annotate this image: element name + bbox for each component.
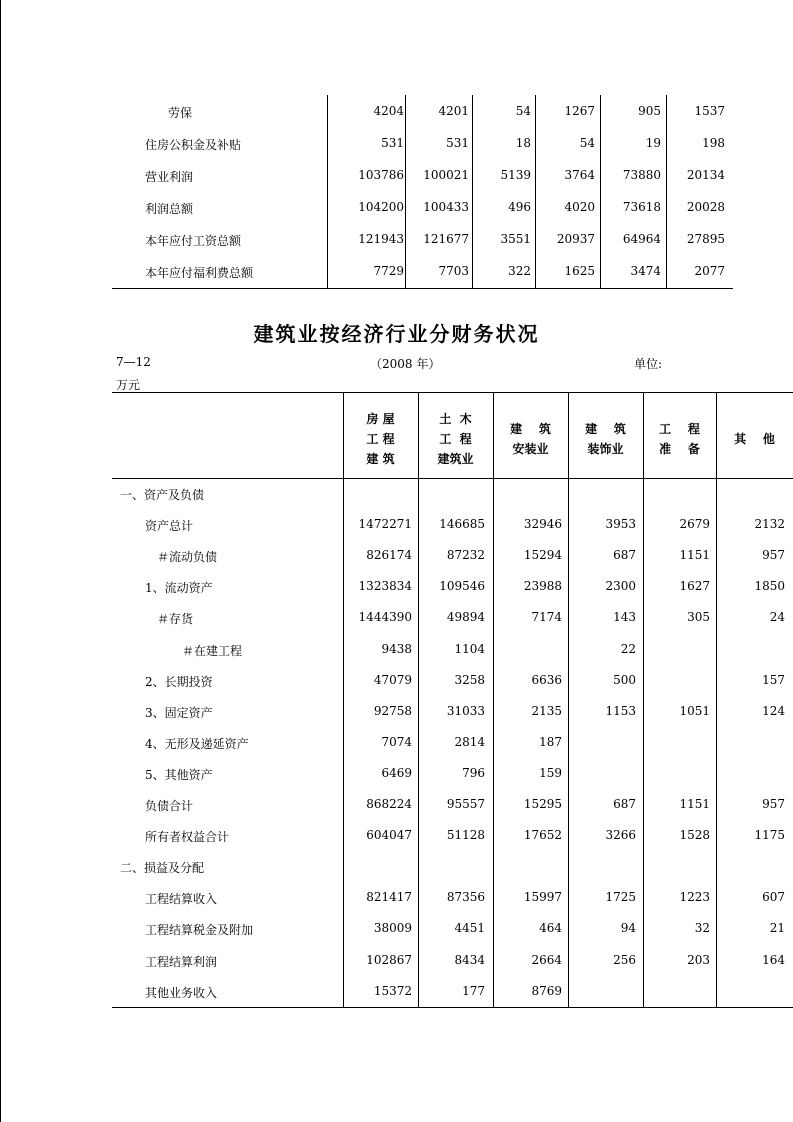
cell-value: 15372 — [373, 983, 412, 998]
cell-value: 121677 — [423, 232, 469, 246]
cell-value: 500 — [613, 672, 636, 687]
row-label: 其他业务收入 — [145, 985, 218, 1000]
cell-value: 164 — [762, 952, 785, 967]
cell-value: 102867 — [366, 952, 412, 967]
row-label: 工程结算利润 — [145, 954, 218, 969]
table-title: 建筑业按经济行业分财务状况 — [253, 322, 540, 346]
cell-value: 159 — [539, 765, 562, 780]
continued-table-bottom-rule — [112, 288, 733, 289]
table-top-rule — [112, 392, 793, 393]
column-header — [643, 402, 716, 476]
cell-value: 2814 — [454, 734, 485, 749]
column-header-line: 建 筑 — [585, 422, 626, 436]
cell-value: 531 — [446, 136, 469, 150]
table-row — [112, 696, 793, 727]
cell-value: 24 — [769, 610, 785, 625]
row-label: 2、长期投资 — [145, 674, 213, 689]
cell-value: 322 — [508, 264, 531, 278]
cell-value: 305 — [687, 610, 710, 625]
cell-value: 464 — [539, 921, 562, 936]
table-row — [112, 789, 793, 820]
cell-value: 2664 — [531, 952, 562, 967]
cell-value: 2135 — [531, 703, 562, 718]
cell-value: 6469 — [381, 765, 412, 780]
cell-value: 49894 — [446, 610, 485, 625]
cell-value: 531 — [381, 136, 404, 150]
table-row — [112, 634, 793, 665]
column-header-line: 房 屋 — [366, 412, 395, 426]
cell-value: 1323834 — [358, 579, 412, 594]
column-divider — [327, 95, 328, 288]
cell-value: 957 — [762, 797, 785, 811]
cell-value: 95557 — [446, 797, 485, 811]
cell-value: 1267 — [564, 104, 595, 118]
cell-value: 87232 — [446, 548, 485, 563]
cell-value: 3258 — [454, 672, 485, 687]
cell-value: 143 — [613, 610, 636, 625]
cell-value: 157 — [762, 672, 785, 687]
cell-value: 104200 — [358, 200, 404, 214]
cell-value: 15295 — [523, 797, 562, 811]
table-bottom-rule — [112, 1007, 793, 1008]
cell-value: 957 — [762, 548, 785, 563]
cell-value: 19 — [645, 136, 661, 150]
column-header-line: 安装业 — [512, 442, 549, 456]
row-label: ＃存货 — [157, 612, 194, 627]
column-header — [568, 402, 643, 476]
cell-value: 3764 — [564, 168, 595, 182]
table-row — [140, 255, 733, 287]
column-divider — [666, 95, 667, 288]
table-row — [112, 882, 793, 913]
cell-value: 256 — [613, 952, 636, 967]
cell-value: 2300 — [605, 579, 636, 594]
cell-value: 3474 — [630, 264, 661, 278]
row-label: 工程结算收入 — [145, 892, 218, 907]
cell-value: 100021 — [423, 168, 469, 182]
cell-value: 4201 — [438, 104, 469, 118]
table-row — [112, 571, 793, 602]
column-header-line: 工 程 — [659, 422, 700, 436]
table-row — [112, 976, 793, 1007]
cell-value: 73880 — [622, 168, 661, 182]
cell-value: 109546 — [439, 579, 485, 594]
column-divider — [472, 95, 473, 288]
table-row — [112, 509, 793, 540]
table-row — [112, 820, 793, 851]
cell-value: 1151 — [679, 797, 710, 811]
cell-value: 51128 — [446, 828, 485, 843]
cell-value: 187 — [539, 734, 562, 749]
table-row — [112, 727, 793, 758]
row-label: 本年应付福利费总额 — [145, 266, 254, 280]
cell-value: 20937 — [556, 232, 595, 246]
cell-value: 1223 — [679, 890, 710, 905]
cell-value: 1175 — [754, 828, 785, 843]
cell-value: 17652 — [523, 828, 562, 843]
column-header — [418, 402, 493, 476]
column-header — [343, 402, 418, 476]
cell-value: 103786 — [358, 168, 404, 182]
cell-value: 100433 — [423, 200, 469, 214]
cell-value: 124 — [762, 703, 785, 718]
cell-value: 15294 — [523, 548, 562, 563]
cell-value: 905 — [638, 104, 661, 118]
cell-value: 1528 — [679, 828, 710, 843]
cell-value: 2132 — [754, 517, 785, 532]
cell-value: 7729 — [373, 264, 404, 278]
unit-label: 单位: — [634, 357, 663, 371]
column-header-line: 建 筑 — [510, 422, 551, 436]
cell-value: 1725 — [605, 890, 636, 905]
cell-value: 7074 — [381, 734, 412, 749]
table-row — [140, 159, 733, 191]
row-label: 负债合计 — [145, 799, 194, 813]
cell-value: 1625 — [564, 264, 595, 278]
cell-value: 31033 — [446, 703, 485, 718]
row-label: 一、资产及负债 — [120, 488, 205, 502]
cell-value: 1444390 — [358, 610, 412, 625]
cell-value: 23988 — [523, 579, 562, 594]
row-label: 营业利润 — [145, 170, 194, 184]
column-header-line: 其 他 — [734, 432, 775, 446]
cell-value: 6636 — [531, 672, 562, 687]
cell-value: 1104 — [454, 641, 485, 656]
row-label: 4、无形及递延资产 — [145, 736, 249, 751]
row-label: 利润总额 — [145, 202, 194, 216]
cell-value: 1627 — [679, 579, 710, 594]
row-label: 劳保 — [168, 106, 193, 120]
table-row — [112, 758, 793, 789]
table-row — [112, 945, 793, 976]
cell-value: 821417 — [366, 890, 412, 905]
cell-value: 1537 — [694, 104, 725, 118]
cell-value: 27895 — [686, 232, 725, 246]
row-label: 5、其他资产 — [145, 767, 213, 782]
table-row — [112, 665, 793, 696]
cell-value: 496 — [508, 200, 531, 214]
cell-value: 64964 — [622, 232, 661, 246]
cell-value: 22 — [620, 641, 636, 656]
cell-value: 32 — [694, 921, 710, 936]
table-number: 7—12 — [116, 355, 151, 369]
row-label: 1、流动资产 — [145, 581, 213, 596]
table-year: （2008 年） — [370, 357, 441, 371]
cell-value: 73618 — [622, 200, 661, 214]
row-label: 工程结算税金及附加 — [145, 923, 254, 938]
cell-value: 687 — [613, 797, 636, 811]
cell-value: 607 — [762, 890, 785, 905]
row-label: 所有者权益合计 — [145, 830, 230, 845]
table-row — [140, 191, 733, 223]
cell-value: 2679 — [679, 517, 710, 532]
cell-value: 868224 — [366, 797, 412, 811]
table-row — [112, 913, 793, 944]
table-row — [112, 602, 793, 633]
cell-value: 1153 — [605, 703, 636, 718]
column-divider — [535, 95, 536, 288]
cell-value: 203 — [687, 952, 710, 967]
cell-value: 87356 — [446, 890, 485, 905]
cell-value: 54 — [515, 104, 531, 118]
row-label: ＃在建工程 — [182, 643, 243, 658]
cell-value: 20028 — [686, 200, 725, 214]
cell-value: 796 — [462, 765, 485, 780]
cell-value: 38009 — [373, 921, 412, 936]
row-label: 本年应付工资总额 — [145, 234, 242, 248]
cell-value: 21 — [769, 921, 785, 936]
cell-value: 15997 — [523, 890, 562, 905]
continued-table — [140, 95, 733, 287]
page-left-border — [0, 0, 1, 1122]
cell-value: 1051 — [679, 703, 710, 718]
cell-value: 20134 — [686, 168, 725, 182]
cell-value: 1850 — [754, 579, 785, 594]
cell-value: 4204 — [373, 104, 404, 118]
column-header-line: 建筑业 — [437, 452, 474, 466]
cell-value: 94 — [620, 921, 636, 936]
column-divider — [600, 95, 601, 288]
table-row — [140, 127, 733, 159]
cell-value: 4020 — [564, 200, 595, 214]
cell-value: 32946 — [523, 517, 562, 532]
cell-value: 177 — [462, 983, 485, 998]
cell-value: 1151 — [679, 548, 710, 563]
table-row — [112, 540, 793, 571]
cell-value: 1472271 — [358, 517, 412, 532]
cell-value: 4451 — [454, 921, 485, 936]
cell-value: 687 — [613, 548, 636, 563]
column-header — [716, 402, 793, 476]
cell-value: 121943 — [358, 232, 404, 246]
cell-value: 7174 — [531, 610, 562, 625]
column-header — [493, 402, 568, 476]
cell-value: 3953 — [605, 517, 636, 532]
row-label: 二、损益及分配 — [120, 861, 205, 876]
cell-value: 3266 — [605, 828, 636, 843]
cell-value: 2077 — [694, 264, 725, 278]
row-label: 住房公积金及补贴 — [145, 138, 242, 152]
table-row — [140, 223, 733, 255]
cell-value: 47079 — [373, 672, 412, 687]
column-header-line: 土 木 — [439, 412, 472, 426]
cell-value: 604047 — [366, 828, 412, 843]
table-row — [112, 851, 793, 882]
column-header-line: 工 程 — [366, 432, 395, 446]
column-header-line: 装饰业 — [587, 442, 624, 456]
cell-value: 3551 — [500, 232, 531, 246]
row-label: 3、固定资产 — [145, 705, 213, 720]
row-label: 资产总计 — [145, 519, 194, 534]
cell-value: 198 — [702, 136, 725, 150]
cell-value: 5139 — [500, 168, 531, 182]
column-divider — [405, 95, 406, 288]
table-row — [112, 478, 793, 509]
row-label: ＃流动负债 — [157, 550, 218, 565]
cell-value: 54 — [579, 136, 595, 150]
cell-value: 92758 — [373, 703, 412, 718]
cell-value: 7703 — [438, 264, 469, 278]
unit-value: 万元 — [116, 378, 141, 392]
cell-value: 8769 — [531, 983, 562, 998]
column-header-line: 建 筑 — [366, 452, 395, 466]
cell-value: 826174 — [366, 548, 412, 563]
cell-value: 146685 — [439, 517, 485, 532]
column-header-line: 准 备 — [659, 442, 700, 456]
table-row — [140, 95, 733, 127]
column-header-line: 工 程 — [439, 432, 472, 446]
cell-value: 9438 — [381, 641, 412, 656]
cell-value: 8434 — [454, 952, 485, 967]
cell-value: 18 — [515, 136, 531, 150]
